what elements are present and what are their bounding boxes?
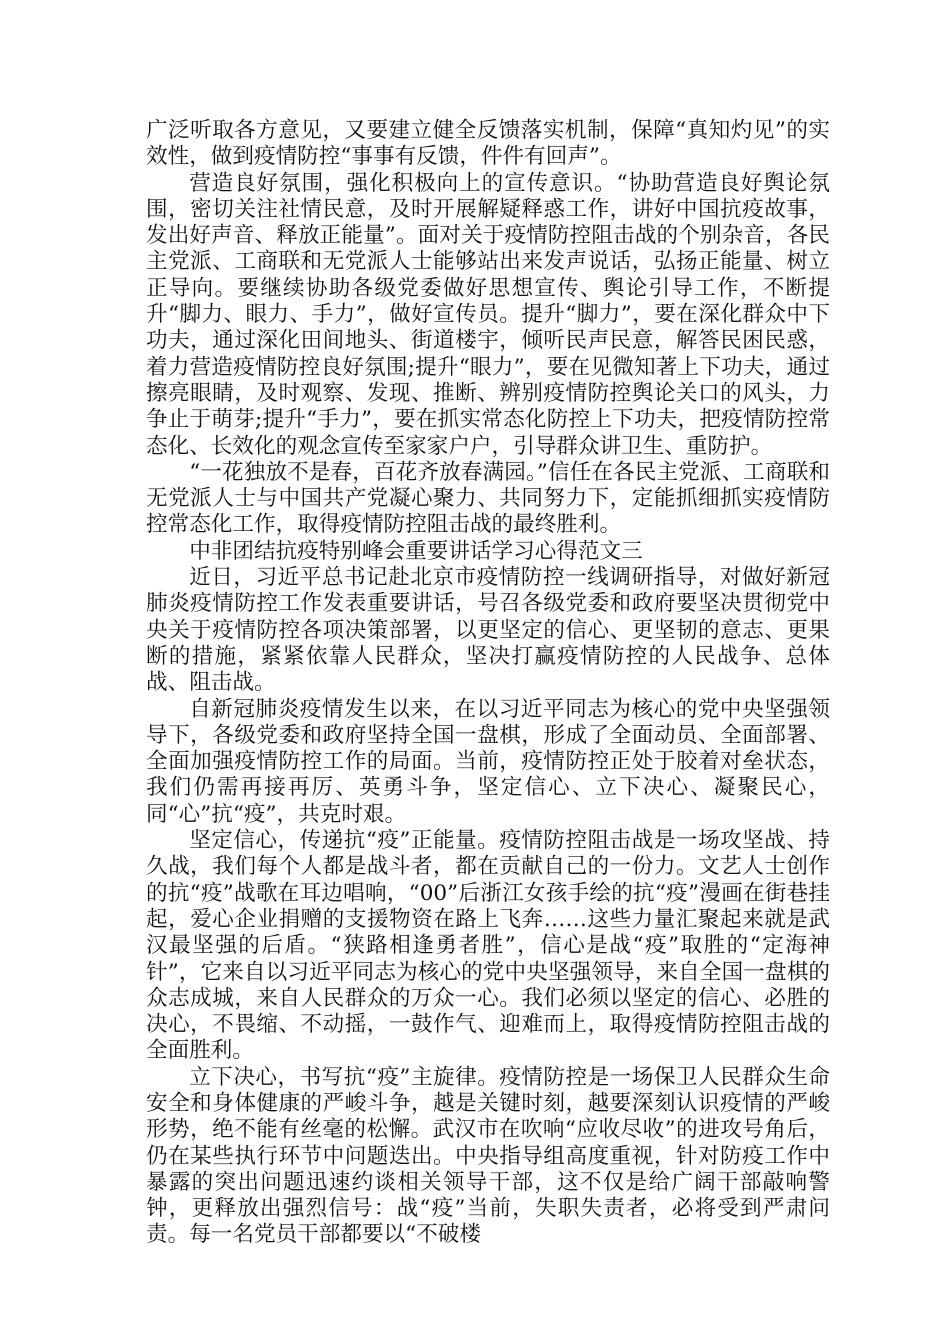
paragraph-atmosphere: 营造良好氛围，强化积极向上的宣传意识。“协助营造良好舆论氛围，密切关注社情民意，及时开展解疑释惑工作，讲好中国抗疫故事，发出好声音、释放正能量”。面对关于疫情防控阻击战的个别杂音，各民主党派、工商联和无党派人士能够站出来发声说话，弘扬正能量、树立正导向。要继续协助各级党委做好思想宣传、舆论引导工作，不断提升“脚力、眼力、手力”，做好宣传员。提升“脚力”，要在深化群众中下功夫，通过深化田间地头、街道楼宇，倾听民声民意，解答民困民惑，着力营造疫情防控良好氛围;提升“眼力”，要在见微知著上下功夫，通过擦亮眼睛，及时观察、发现、推断、辨别疫情防控舆论关口的风头，力争止于萌芽;提升“手力”，要在抓实常态化防控上下功夫，把疫情防控常态化、长效化的观念宣传至家家户户，引导群众讲卫生、重防护。 <box>146 170 830 459</box>
section-heading: 中非团结抗疫特别峰会重要讲话学习心得范文三 <box>189 538 643 564</box>
paragraph-recent-speech: 近日，习近平总书记赴北京市疫情防控一线调研指导，对做好新冠肺炎疫情防控工作发表重要讲话，号召各级党委和政府要坚决贯彻党中央关于疫情防控各项决策部署，以更坚定的信心、更坚韧的意志、更果断的措施，紧紧依靠人民群众，坚决打赢疫情防控的人民战争、总体战、阻击战。 <box>146 565 830 696</box>
paragraph-determination: 立下决心，书写抗“疫”主旋律。疫情防控是一场保卫人民群众生命安全和身体健康的严峻斗争，越是关键时刻，越要深刻认识疫情的严峻形势，绝不能有丝毫的松懈。武汉市在吹响“应收尽收”的进攻号角后，仍在某些执行环节中问题迭出。中央指导组高度重视，针对防疫工作中暴露的突出问题迅速约谈相关领导干部，这不仅是给广阔干部敲响警钟，更释放出强烈信号：战“疫”当前，失职失责者，必将受到严肃问责。每一名党员干部都要以“不破楼 <box>146 1064 830 1248</box>
paragraph-since-outbreak: 自新冠肺炎疫情发生以来，在以习近平同志为核心的党中央坚强领导下，各级党委和政府坚持全国一盘棋，形成了全面动员、全面部署、全面加强疫情防控工作的局面。当前，疫情防控正处于胶着对垒状态，我们仍需再接再厉、英勇斗争，坚定信心、立下决心、凝聚民心，同“心”抗“疫”，共克时艰。 <box>146 696 830 827</box>
paragraph-continuation: 广泛听取各方意见，又要建立健全反馈落实机制，保障“真知灼见”的实效性，做到疫情防控“事事有反馈，件件有回声”。 <box>146 118 830 170</box>
document-body <box>146 118 830 1249</box>
paragraph-flowers-quote: “一花独放不是春，百花齐放春满园。”信任在各民主党派、工商联和无党派人士与中国共产党凝心聚力、共同努力下，定能抓细抓实疫情防控常态化工作，取得疫情防控阻击战的最终胜利。 <box>146 459 830 538</box>
paragraph-confidence: 坚定信心，传递抗“疫”正能量。疫情防控阻击战是一场攻坚战、持久战，我们每个人都是战斗者，都在贡献自己的一份力。文艺人士创作的抗“疫”战歌在耳边唱响，“00”后浙江女孩手绘的抗“疫”漫画在街巷挂起，爱心企业捐赠的支援物资在路上飞奔……这些力量汇聚起来就是武汉最坚强的后盾。“狭路相逢勇者胜”，信心是战“疫”取胜的“定海神针”，它来自以习近平同志为核心的党中央坚强领导，来自全国一盘棋的众志成城，来自人民群众的万众一心。我们必须以坚定的信心、必胜的决心，不畏缩、不动摇，一鼓作气、迎难而上，取得疫情防控阻击战的全面胜利。 <box>146 828 830 1064</box>
